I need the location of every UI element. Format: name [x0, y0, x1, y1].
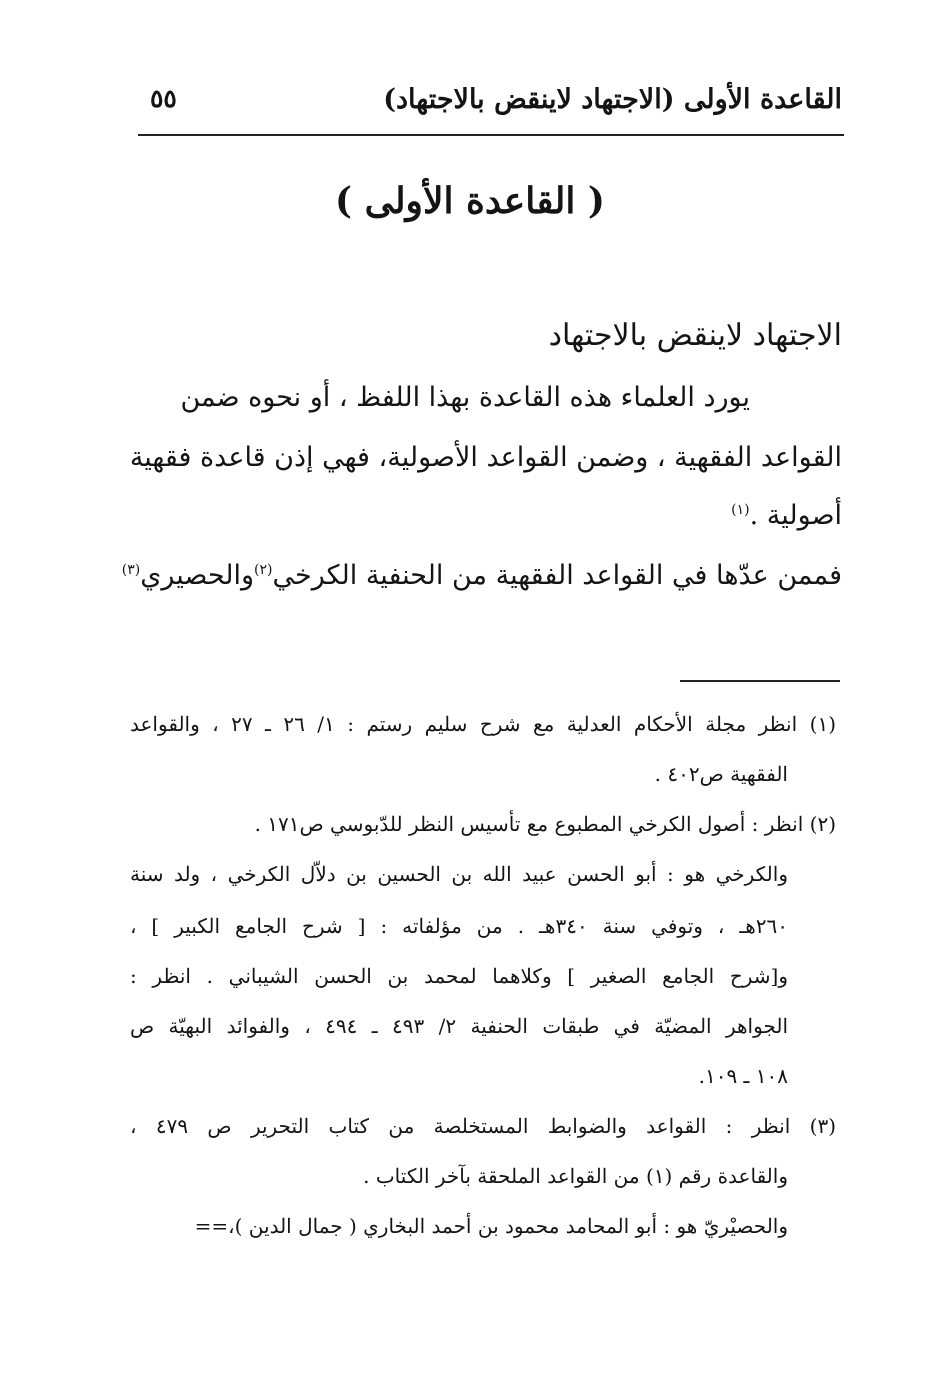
footnote-line: (١) انظر مجلة الأحكام العدلية مع شرح سليم رستم : ١/ ٢٦ ـ ٢٧ ، والقواعد — [130, 712, 836, 736]
body-paragraph-line — [130, 382, 842, 413]
body-paragraph-line — [731, 500, 842, 531]
footnote-line: الجواهر المضيّة في طبقات الحنفية ٢/ ٤٩٣ ـ ٤٩٤ ، والفوائد البهيّة ص — [130, 1014, 789, 1038]
chapter-title: ( القاعدة الأولى ) — [335, 180, 605, 222]
footnote-line: (٢) انظر : أصول الكرخي المطبوع مع تأسيس النظر للدّبوسي ص١٧١ . — [254, 812, 836, 836]
footnote-line: ٢٦٠هـ ، وتوفي سنة ٣٤٠هـ . من مؤلفاته : [ شرح الجامع الكبير ] ، — [130, 914, 789, 938]
footnote-line: والكرخي هو : أبو الحسن عبيد الله بن الحسين بن دلاّل الكرخي ، ولد سنة — [130, 862, 788, 886]
running-header-title: القاعدة الأولى (الاجتهاد لاينقض بالاجتهاد) — [383, 84, 842, 115]
body-text: فممن عدّها في القواعد الفقهية من الحنفية الكرخي — [272, 560, 842, 591]
footnote-separator — [680, 680, 840, 682]
page-number: ٥٥ — [150, 84, 177, 113]
footnote-reference: (٣) — [121, 562, 141, 578]
footnote-line: و[شرح الجامع الصغير ] وكلاهما لمحمد بن الحسن الشيباني . انظر : — [130, 964, 788, 988]
body-text: يورد العلماء هذه القاعدة بهذا اللفظ ، أو نحوه ضمن — [180, 382, 750, 413]
footnote-reference: (١) — [731, 502, 750, 518]
footnote-reference: (٢) — [254, 562, 273, 578]
body-text: أصولية . — [749, 500, 842, 531]
footnote-line: (٣) انظر : القواعد والضوابط المستخلصة من كتاب التحرير ص ٤٧٩ ، — [130, 1114, 837, 1138]
footnote-line: ١٠٨ ـ ١٠٩. — [698, 1064, 788, 1088]
section-subtitle: الاجتهاد لاينقض بالاجتهاد — [548, 318, 842, 353]
footnote-line: والقاعدة رقم (١) من القواعد الملحقة بآخر الكتاب . — [363, 1164, 788, 1188]
body-paragraph-line: القواعد الفقهية ، وضمن القواعد الأصولية، فهي إذن قاعدة فقهية — [129, 442, 842, 473]
footnote-line: والحصيْريّ هو : أبو المحامد محمود بن أحمد البخاري ( جمال الدين )،== — [194, 1214, 788, 1238]
footnote-line: الفقهية ص٤٠٢ . — [654, 762, 788, 786]
body-paragraph-line — [122, 560, 842, 591]
header-rule — [138, 134, 844, 136]
body-text: والحصيري — [140, 560, 255, 591]
